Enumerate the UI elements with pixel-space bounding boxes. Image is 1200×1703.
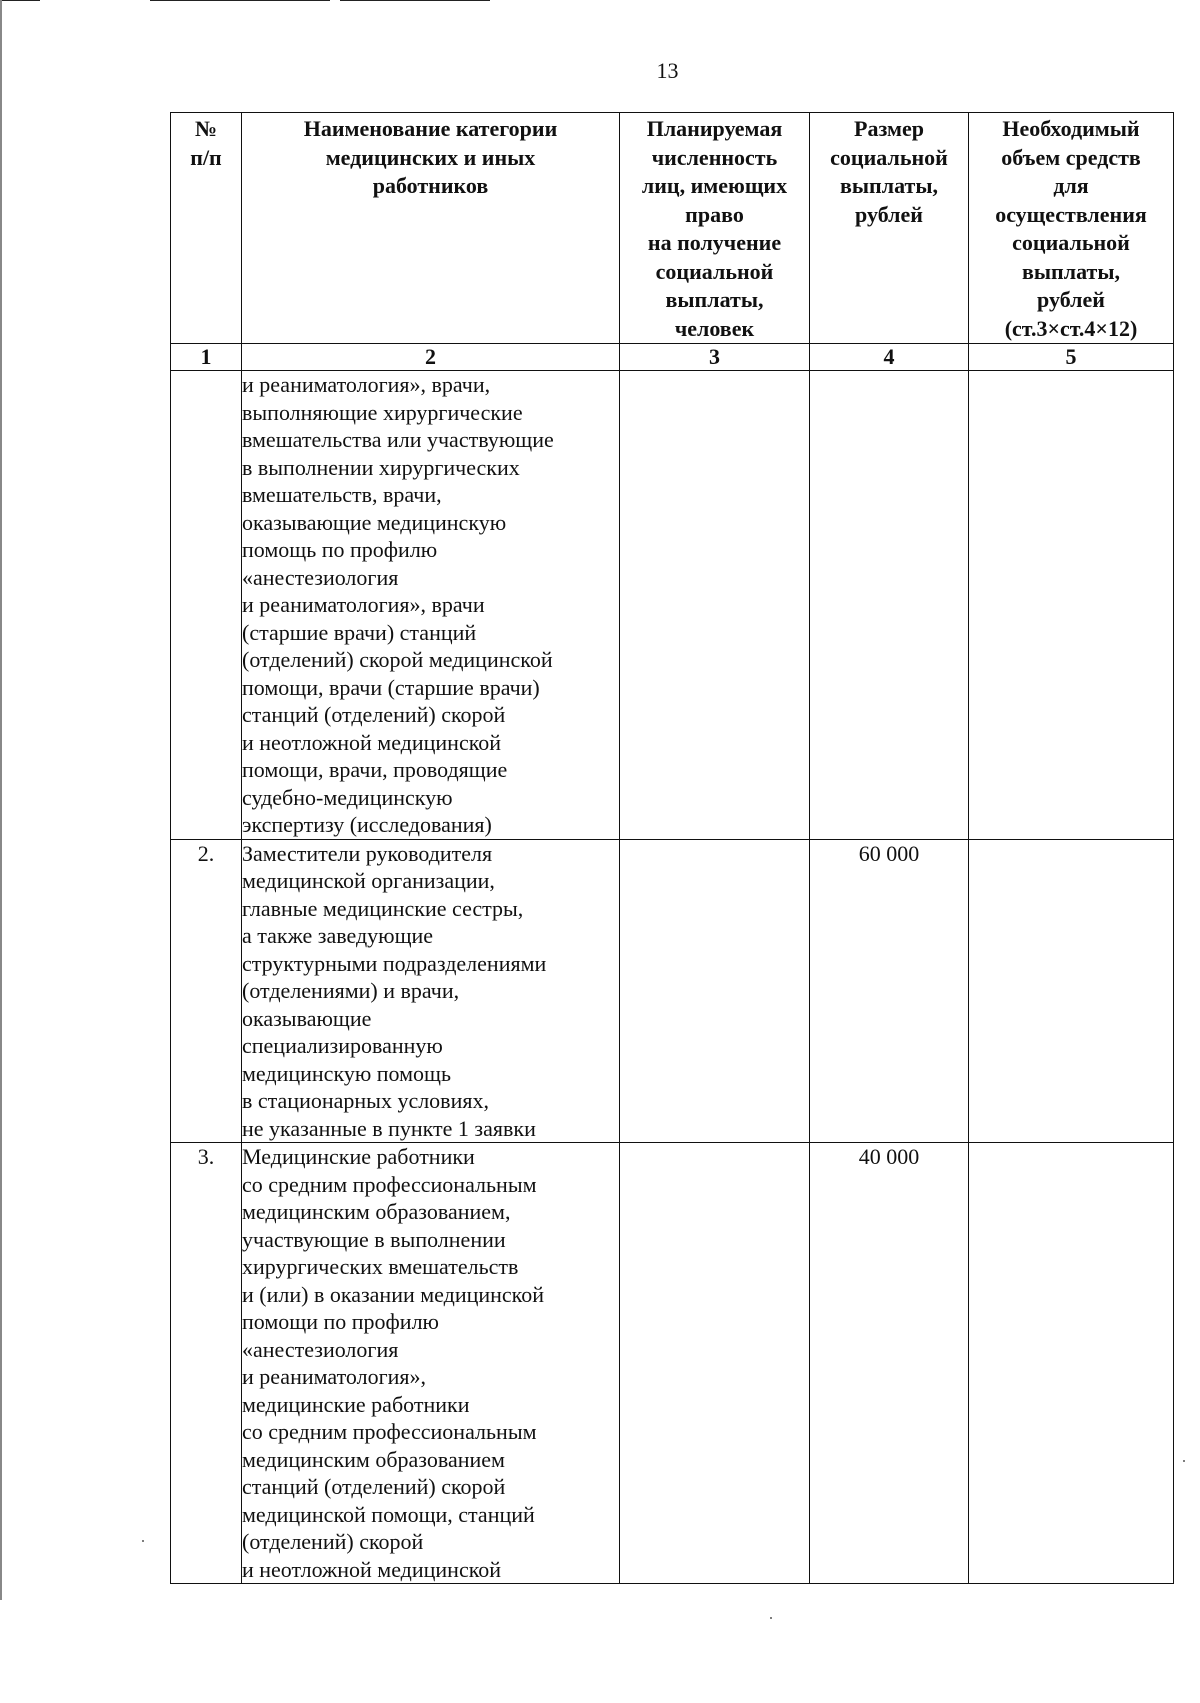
category-line: вмешательства или участвующие — [242, 427, 554, 452]
row-number — [171, 371, 242, 840]
category-line: в стационарных условиях, — [242, 1088, 489, 1113]
category-line: медицинской организации, — [242, 868, 495, 893]
category-line: в выполнении хирургических — [242, 454, 520, 480]
header-line: социальной — [655, 258, 774, 284]
header-line: для — [1053, 173, 1089, 198]
category-line: (старшие врачи) станций — [242, 619, 477, 645]
category-line: медицинским образованием — [242, 1446, 505, 1472]
header-planned-count — [620, 113, 810, 344]
column-number: 3 — [620, 344, 810, 371]
planned-count — [620, 839, 810, 1143]
header-line: право — [685, 201, 744, 227]
header-line: Наименование категории — [303, 116, 558, 141]
category-line: помощи, врачи (старшие врачи) — [242, 674, 540, 700]
category-line: вмешательств, врачи, — [242, 482, 442, 507]
scan-artifact-line — [150, 0, 330, 1]
required-funds — [969, 839, 1174, 1143]
category-name — [242, 1143, 620, 1584]
scan-speck — [770, 1617, 772, 1619]
category-line: выполняющие хирургические — [242, 399, 523, 425]
payments-table — [170, 112, 1174, 1584]
planned-count — [620, 371, 810, 840]
header-line: работников — [372, 173, 489, 198]
table-row — [171, 839, 1174, 1143]
category-name — [242, 839, 620, 1143]
category-line: «анестезиология — [242, 564, 399, 590]
category-line: со средним профессиональным — [242, 1171, 537, 1197]
category-line: оказывающие медицинскую — [242, 509, 507, 535]
category-line: (отделений) скорой — [242, 1529, 424, 1554]
scan-speck — [1183, 1460, 1185, 1462]
table-row — [171, 371, 1174, 840]
header-line: медицинских и иных — [325, 144, 536, 170]
category-line: (отделений) скорой медицинской — [242, 647, 553, 672]
category-line: и неотложной медицинской — [242, 1556, 502, 1582]
header-line: (ст.3×ст.4×12) — [1004, 315, 1138, 341]
row-number: 2. — [171, 839, 242, 1143]
column-number: 2 — [242, 344, 620, 371]
header-line: Планируемая — [646, 116, 783, 141]
header-line: на получение — [647, 230, 782, 255]
category-line: хирургических вмешательств — [242, 1254, 519, 1279]
header-line: п/п — [190, 144, 222, 170]
header-line: рублей — [1037, 287, 1105, 312]
column-number: 5 — [969, 344, 1174, 371]
category-line: главные медицинские сестры, — [242, 895, 524, 921]
table-header-row — [171, 113, 1174, 344]
scan-artifact-line — [0, 0, 40, 1]
planned-count — [620, 1143, 810, 1584]
column-number: 1 — [171, 344, 242, 371]
header-number — [171, 113, 242, 344]
header-line: Размер — [854, 116, 924, 141]
category-line: станций (отделений) скорой — [242, 1474, 506, 1499]
header-line: осуществления — [995, 201, 1147, 227]
page-number: 13 — [656, 58, 679, 83]
category-line: оказывающие — [242, 1005, 372, 1031]
category-line: медицинские работники — [242, 1391, 470, 1417]
table-row — [171, 1143, 1174, 1584]
header-line: рублей — [855, 201, 923, 227]
category-line: и неотложной медицинской — [242, 729, 502, 755]
category-line: станций (отделений) скорой — [242, 702, 506, 727]
category-line: медицинскую помощь — [242, 1060, 452, 1086]
header-line: Необходимый — [1002, 116, 1140, 141]
scan-left-edge — [0, 0, 2, 1600]
header-line: социальной — [1012, 230, 1130, 255]
category-line: помощь по профилю — [242, 537, 438, 562]
category-line: не указанные в пункте 1 заявки — [242, 1115, 536, 1141]
category-line: и реаниматология», врачи, — [242, 372, 491, 397]
category-line: судебно-медицинскую — [242, 784, 453, 810]
category-line: и (или) в оказании медицинской — [242, 1281, 545, 1307]
scan-artifact-line — [340, 0, 490, 1]
header-line: лиц, имеющих — [641, 173, 788, 198]
required-funds — [969, 371, 1174, 840]
category-line: «анестезиология — [242, 1336, 399, 1362]
header-required-funds — [969, 113, 1174, 344]
column-number: 4 — [810, 344, 969, 371]
category-line: и реаниматология», — [242, 1364, 427, 1389]
category-line: помощи, врачи, проводящие — [242, 757, 508, 782]
payment-amount: 40 000 — [810, 1143, 969, 1584]
category-line: Заместители руководителя — [242, 840, 493, 866]
header-line: человек — [674, 315, 755, 341]
category-line: структурными подразделениями — [242, 950, 547, 976]
header-category-name — [242, 113, 620, 344]
category-line: участвующие в выполнении — [242, 1226, 506, 1252]
column-numbers-row — [171, 344, 1174, 371]
category-line: и реаниматология», врачи — [242, 592, 485, 617]
header-payment-size — [810, 113, 969, 344]
category-line: экспертизу (исследования) — [242, 812, 492, 837]
header-line: выплаты, — [840, 173, 938, 198]
header-line: № — [194, 116, 218, 141]
header-line: выплаты, — [665, 287, 764, 312]
category-line: медицинской помощи, станций — [242, 1501, 535, 1527]
payment-amount — [810, 371, 969, 840]
required-funds — [969, 1143, 1174, 1584]
category-line: Медицинские работники — [242, 1144, 475, 1169]
row-number: 3. — [171, 1143, 242, 1584]
category-line: медицинским образованием, — [242, 1199, 511, 1224]
header-line: социальной — [830, 144, 948, 170]
category-line: специализированную — [242, 1033, 443, 1058]
header-line: численность — [651, 144, 778, 170]
category-line: со средним профессиональным — [242, 1419, 537, 1444]
header-line: выплаты, — [1022, 258, 1120, 284]
category-line: помощи по профилю — [242, 1309, 439, 1334]
category-name — [242, 371, 620, 840]
category-line: (отделениями) и врачи, — [242, 978, 460, 1003]
payment-amount: 60 000 — [810, 839, 969, 1143]
category-line: а также заведующие — [242, 923, 434, 948]
scan-speck — [142, 1540, 144, 1542]
header-line: объем средств — [1001, 144, 1141, 170]
